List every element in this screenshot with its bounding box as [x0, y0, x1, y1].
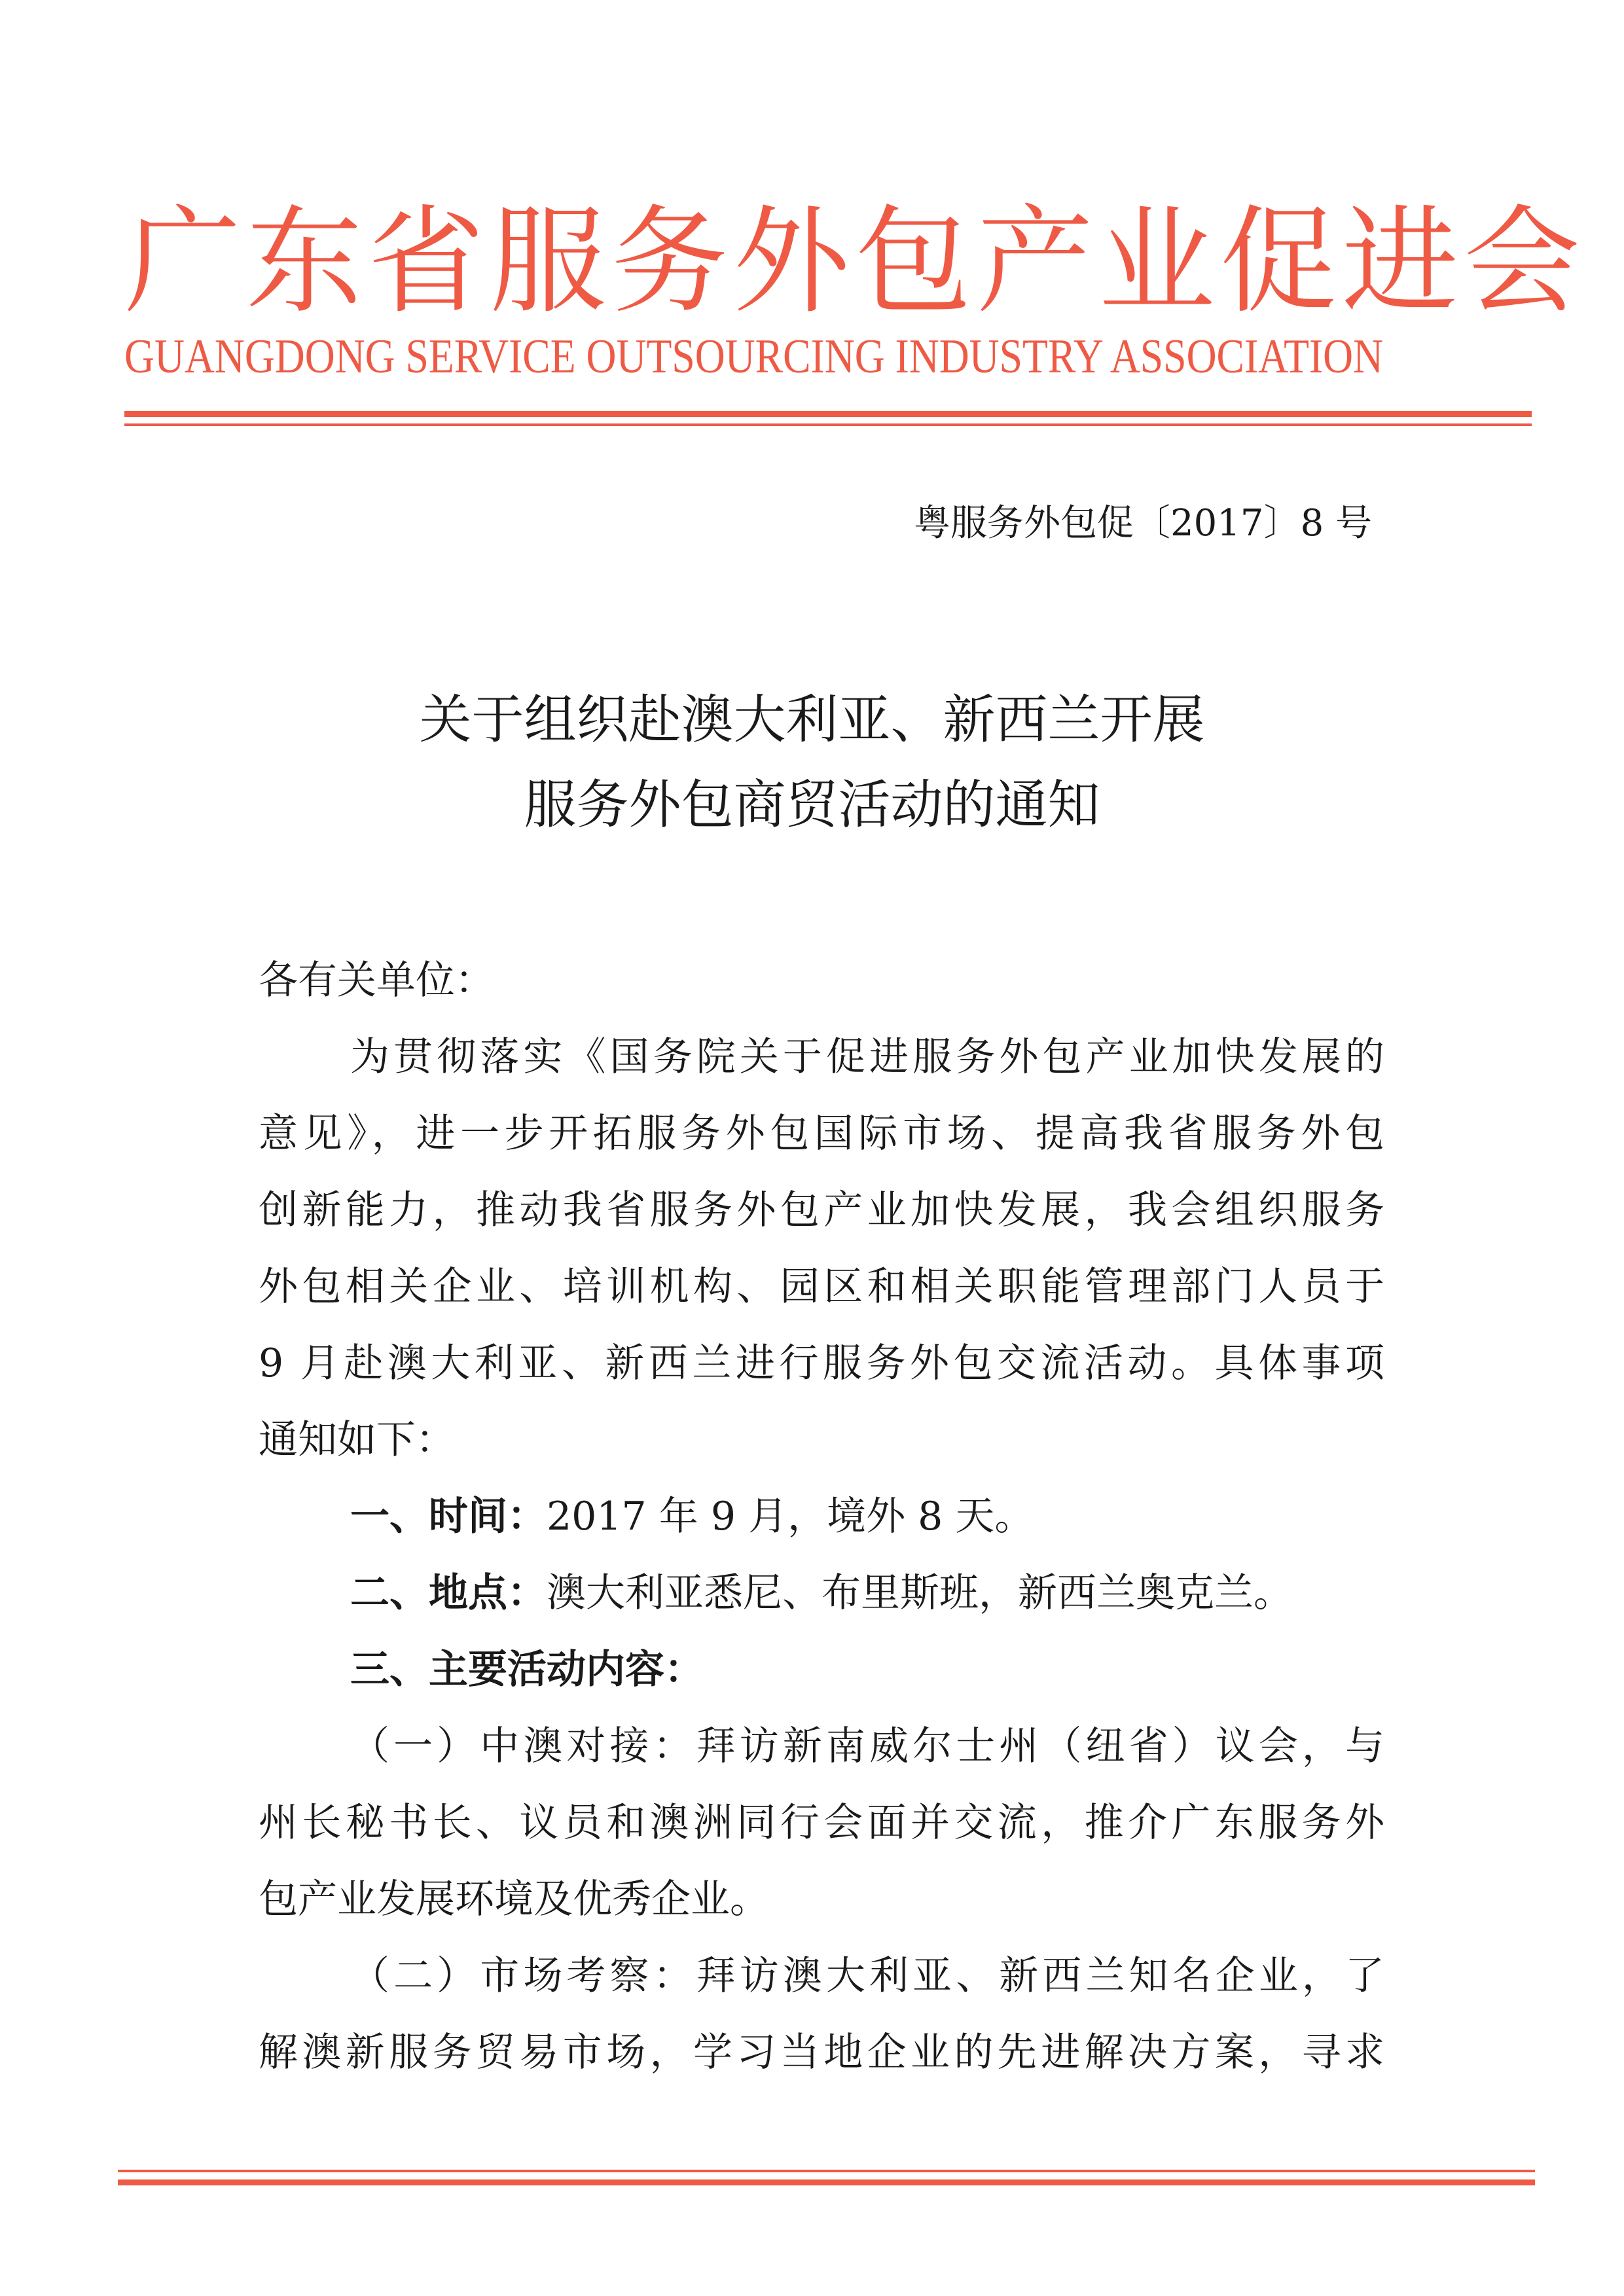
section-activities-label: 三、主要活动内容： — [350, 1647, 704, 1693]
paragraph-line: 意见》，进一步开拓服务外包国际市场、提高我省服务外包 — [259, 1111, 1384, 1157]
paragraph-line: 创新能力，推动我省服务外包产业加快发展，我会组织服务 — [259, 1187, 1384, 1233]
document-title-line-1: 关于组织赴澳大利亚、新西兰开展 — [419, 689, 1205, 750]
paragraph-line: 通知如下： — [259, 1417, 455, 1463]
letterhead-rule-thick — [124, 411, 1532, 417]
section-time-text: 2017 年 9 月，境外 8 天。 — [547, 1494, 1034, 1539]
paragraph-line: （一）中澳对接：拜访新南威尔士州（纽省）议会，与 — [350, 1723, 1384, 1769]
section-activities — [259, 1632, 1384, 1708]
footer-rule-thick — [118, 2179, 1535, 2185]
document-title-line-2: 服务外包商贸活动的通知 — [524, 774, 1100, 835]
salutation: 各有关单位： — [259, 958, 494, 1003]
letterhead-name-en: GUANGDONG SERVICE OUTSOURCING INDUSTRY ASSOCIATION — [124, 330, 1384, 384]
document-number: 粤服务外包促〔2017〕8 号 — [914, 502, 1372, 545]
section-place-text: 澳大利亚悉尼、布里斯班，新西兰奥克兰。 — [547, 1570, 1293, 1616]
document-body — [259, 942, 1384, 2091]
letterhead-name-cn: 广东省服务外包产业促进会 — [124, 194, 1585, 329]
section-time — [259, 1479, 1384, 1555]
paragraph-line: 包产业发展环境及优秀企业。 — [259, 1876, 769, 1922]
paragraph-line: 9 月赴澳大利亚、新西兰进行服务外包交流活动。具体事项 — [259, 1340, 1384, 1386]
section-place — [259, 1555, 1384, 1632]
letterhead-rule-thin — [124, 423, 1532, 426]
section-time-label: 一、时间： — [350, 1494, 547, 1539]
paragraph-line: 外包相关企业、培训机构、园区和相关职能管理部门人员于 — [259, 1264, 1384, 1310]
paragraph-line: （二）市场考察：拜访澳大利亚、新西兰知名企业，了 — [350, 1953, 1384, 1999]
section-place-label: 二、地点： — [350, 1570, 547, 1616]
paragraph-line: 解澳新服务贸易市场，学习当地企业的先进解决方案，寻求 — [259, 2030, 1384, 2075]
footer-rule-thin — [118, 2170, 1535, 2172]
paragraph-line: 为贯彻落实《国务院关于促进服务外包产业加快发展的 — [350, 1034, 1384, 1080]
paragraph-line: 州长秘书长、议员和澳洲同行会面并交流，推介广东服务外 — [259, 1800, 1384, 1846]
